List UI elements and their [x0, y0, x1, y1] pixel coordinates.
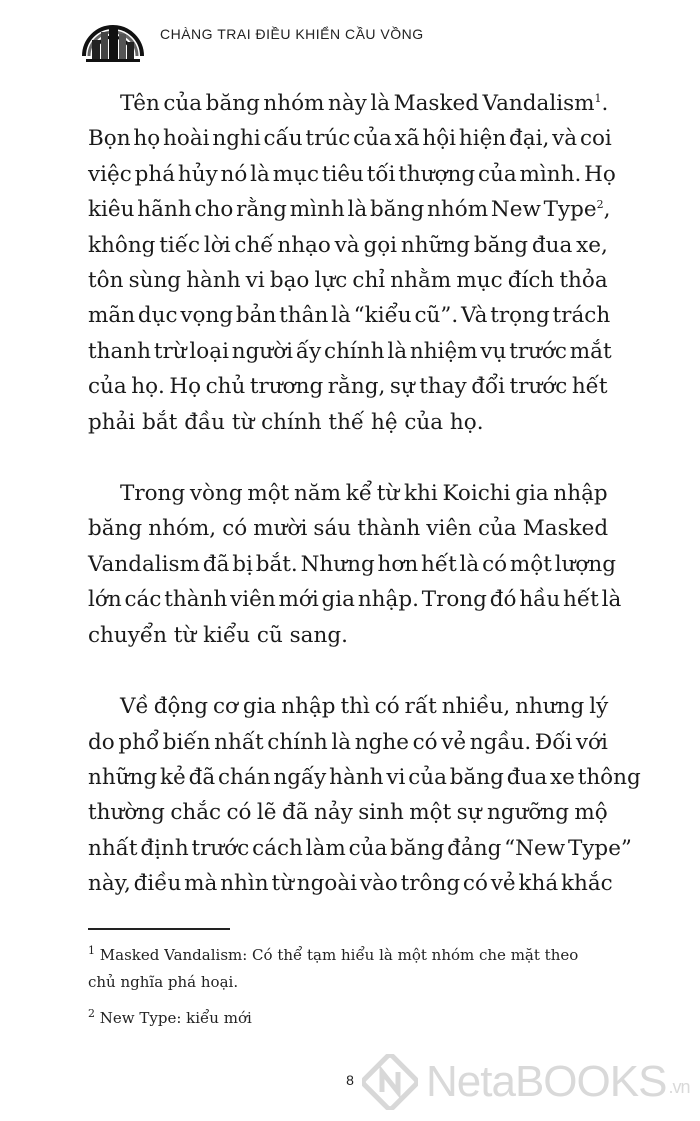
rainbow-city-icon	[78, 4, 148, 66]
watermark-text: NetaBOOKS	[426, 1057, 667, 1106]
text-line: Tên của băng nhóm này là Masked Vandalism$^1$.	[120, 91, 609, 116]
watermark-suffix: .vn	[668, 1077, 690, 1097]
text-line: này, điều mà nhìn từ ngoài vào trông có vẻ khá khắc	[88, 871, 613, 897]
text-line: Về động cơ gia nhập thì có rất nhiều, nhưng lý	[120, 694, 609, 720]
footnote-2	[88, 1005, 628, 1032]
body-text	[88, 86, 641, 902]
text-line: mãn dục vọng bản thân là “kiểu cũ”. Và trọng trách	[88, 303, 611, 329]
footnote-ref-2[interactable]: 2	[596, 198, 604, 212]
text-line: những kẻ đã chán ngấy hành vi của băng đua xe thông	[88, 764, 641, 790]
text-line: của họ. Họ chủ trương rằng, sự thay đổi trước hết	[88, 374, 608, 400]
footnote-divider	[88, 928, 230, 930]
text-line: tôn sùng hành vi bạo lực chỉ nhằm mục đích thỏa	[88, 268, 608, 294]
text-line: phải bắt đầu từ chính thế hệ của họ.	[88, 409, 484, 435]
text-line: Trong vòng một năm kể từ khi Koichi gia nhập	[120, 481, 608, 507]
text-line: băng nhóm, có mười sáu thành viên của Masked	[88, 516, 609, 542]
text-line: chuyển từ kiểu cũ sang.	[88, 622, 348, 648]
footnote-ref-1[interactable]: 1	[594, 91, 602, 105]
paragraph-1	[88, 86, 616, 440]
footnote-number: 1	[88, 944, 95, 957]
text-line: nhất định trước cách làm của băng đảng “New Type”	[88, 835, 632, 861]
page-number: 8	[346, 1072, 354, 1088]
footnote-number: 2	[88, 1007, 95, 1020]
header-logo	[78, 4, 148, 66]
text-line: Vandalism đã bị bắt. Nhưng hơn hết là có một lượng	[88, 551, 616, 577]
paragraph-2	[88, 476, 622, 653]
running-header-title: CHÀNG TRAI ĐIỀU KHIỂN CẦU VỒNG	[160, 26, 424, 42]
text-line: Bọn họ hoài nghi cấu trúc của xã hội hiện đại, và coi	[88, 126, 612, 152]
text-line: việc phá hủy nó là mục tiêu tối thượng của mình. Họ	[88, 161, 616, 187]
text-line: do phổ biến nhất chính là nghe có vẻ ngầu. Đối với	[88, 729, 608, 755]
paragraph-3	[88, 689, 641, 901]
footnotes	[88, 942, 628, 1041]
text-line: thường chắc có lẽ đã nảy sinh một sự ngưỡng mộ	[88, 800, 608, 826]
footnote-text: New Type: kiểu mới	[99, 1009, 252, 1027]
footnote-text: Masked Vandalism: Có thể tạm hiểu là một nhóm che mặt theo	[99, 946, 579, 964]
footnote-text-cont: chủ nghĩa phá hoại.	[88, 973, 239, 991]
text-line: không tiếc lời chế nhạo và gọi những băng đua xe,	[88, 232, 608, 258]
text-line: kiêu hãnh cho rằng mình là băng nhóm New Type$^2$,	[88, 197, 611, 223]
text-line: lớn các thành viên mới gia nhập. Trong đó hầu hết là	[88, 587, 622, 613]
text-line: thanh trừ loại người ấy chính là nhiệm vụ trước mắt	[88, 338, 612, 364]
footnote-1	[88, 942, 628, 996]
